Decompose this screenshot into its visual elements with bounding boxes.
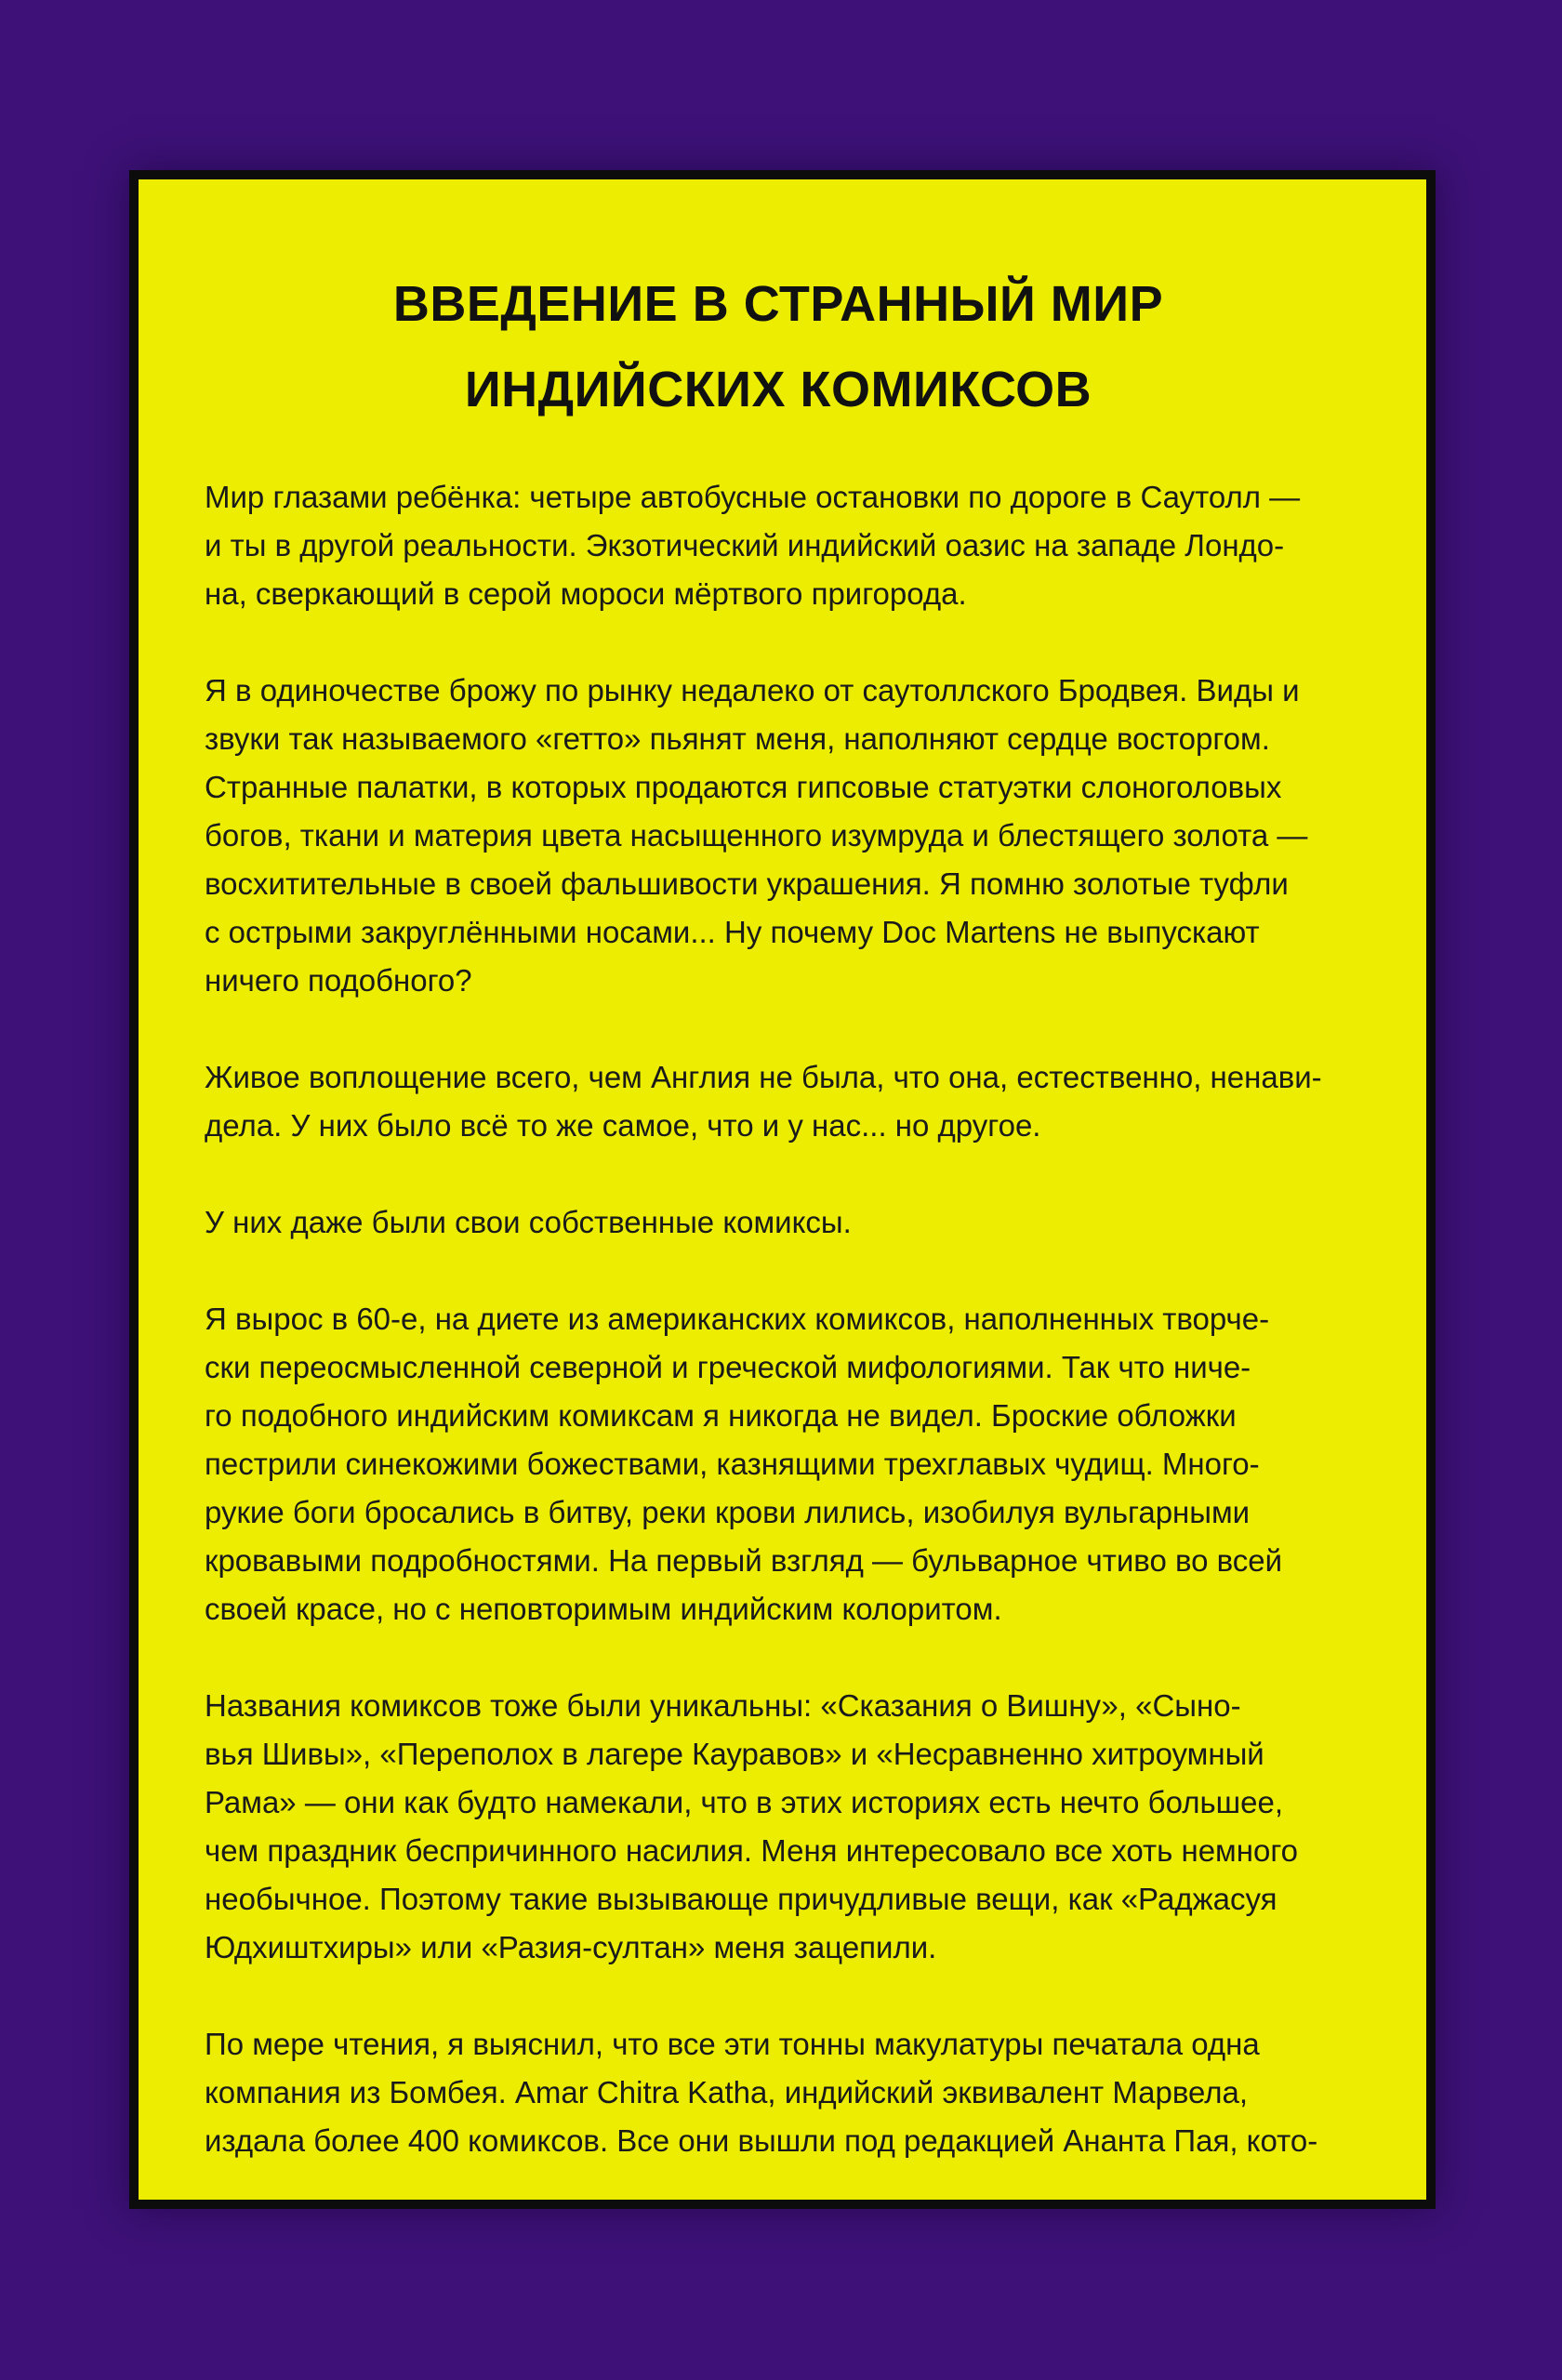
- text-line: ничего подобного?: [205, 963, 472, 998]
- paragraph: [205, 473, 1352, 618]
- text-line: рукие боги бросались в битву, реки крови лились, изобилуя вульгарными: [205, 1495, 1251, 1529]
- text-line: на, сверкающий в серой мороси мёртвого пригорода.: [205, 576, 967, 611]
- text-line: богов, ткани и материя цвета насыщенного изумруда и блестящего золота —: [205, 818, 1308, 853]
- title-line: ИНДИЙСКИХ КОМИКСОВ: [464, 362, 1092, 417]
- paragraph: [205, 667, 1352, 1005]
- text-line: своей красе, но с неповторимым индийским колоритом.: [205, 1592, 1002, 1626]
- text-line: необычное. Поэтому такие вызывающе причудливые вещи, как «Раджасуя: [205, 1882, 1277, 1916]
- text-line: У них даже были свои собственные комиксы.: [205, 1205, 852, 1239]
- text-line: Юдхиштхиры» или «Разия-султан» меня зацепили.: [205, 1930, 937, 1964]
- text-line: Мир глазами ребёнка: четыре автобусные остановки по дороге в Саутолл —: [205, 480, 1301, 514]
- text-line: с острыми закруглёнными носами... Ну почему Doc Martens не выпускают: [205, 915, 1260, 949]
- text-line: дела. У них было всё то же самое, что и у нас... но другое.: [205, 1108, 1041, 1143]
- paragraph: [205, 2020, 1352, 2165]
- text-line: компания из Бомбея. Amar Chitra Katha, индийский эквивалент Марвела,: [205, 2075, 1249, 2109]
- paragraph: [205, 1053, 1352, 1150]
- text-line: Названия комиксов тоже были уникальны: «Сказания о Вишну», «Сыно-: [205, 1688, 1241, 1723]
- text-line: По мере чтения, я выяснил, что все эти тонны макулатуры печатала одна: [205, 2027, 1260, 2061]
- paragraph: [205, 1682, 1352, 1972]
- page-title: [205, 261, 1352, 432]
- text-line: Я вырос в 60-е, на диете из американских комиксов, наполненных творче-: [205, 1302, 1270, 1336]
- text-line: Живое воплощение всего, чем Англия не была, что она, естественно, ненави-: [205, 1060, 1322, 1094]
- text-line: звуки так называемого «гетто» пьянят меня, наполняют сердце восторгом.: [205, 721, 1270, 756]
- text-panel: [129, 170, 1436, 2209]
- text-line: Рама» — они как будто намекали, что в этих историях есть нечто большее,: [205, 1785, 1283, 1819]
- title-line: ВВЕДЕНИЕ В СТРАННЫЙ МИР: [392, 276, 1164, 332]
- paragraph: [205, 1295, 1352, 1633]
- text-line: ски переосмысленной северной и греческой мифологиями. Так что ниче-: [205, 1350, 1251, 1384]
- text-line: кровавыми подробностями. На первый взгляд — бульварное чтиво во всей: [205, 1543, 1283, 1578]
- text-line: пестрили синекожими божествами, казнящими трехглавых чудищ. Много-: [205, 1447, 1260, 1481]
- text-line: восхитительные в своей фальшивости украшения. Я помню золотые туфли: [205, 866, 1289, 901]
- paragraph: [205, 1198, 1352, 1247]
- text-line: го подобного индийским комиксам я никогда не видел. Броские обложки: [205, 1398, 1237, 1433]
- text-line: издала более 400 комиксов. Все они вышли под редакцией Ананта Пая, кото-: [205, 2123, 1318, 2158]
- article-body: [205, 473, 1352, 2165]
- text-line: Странные палатки, в которых продаются гипсовые статуэтки слоноголовых: [205, 770, 1282, 804]
- text-line: Я в одиночестве брожу по рынку недалеко от саутоллского Бродвея. Виды и: [205, 673, 1300, 707]
- text-line: и ты в другой реальности. Экзотический индийский оазис на западе Лондо-: [205, 528, 1285, 562]
- text-line: вья Шивы», «Переполох в лагере Кауравов» и «Несравненно хитроумный: [205, 1737, 1264, 1771]
- text-line: чем праздник беспричинного насилия. Меня интересовало все хоть немного: [205, 1833, 1298, 1868]
